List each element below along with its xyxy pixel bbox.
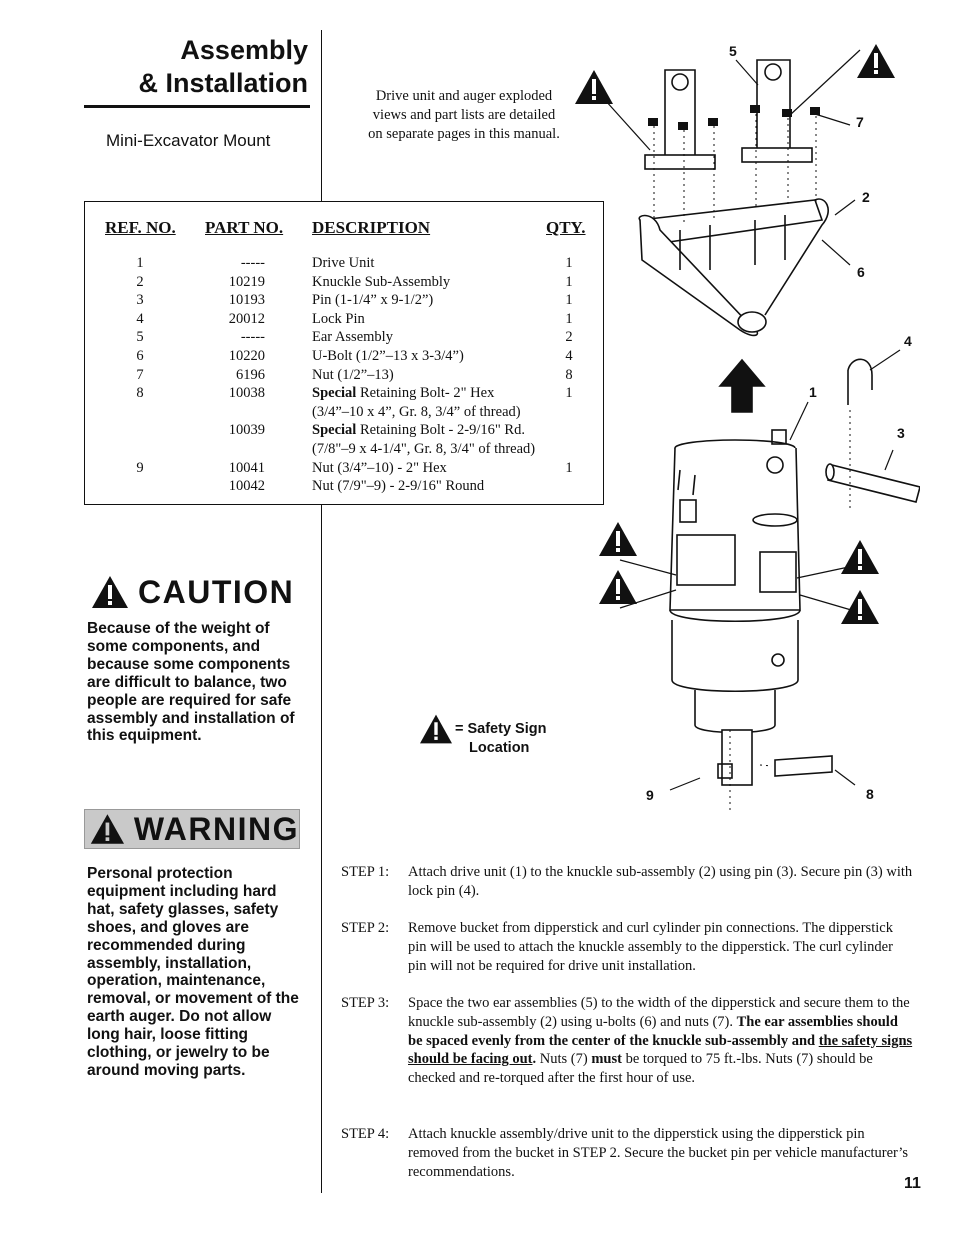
description-cell xyxy=(312,477,484,496)
ref-no-cell: 4 xyxy=(136,310,144,327)
step-text-run: Attach knuckle assembly/drive unit to the dipperstick using the dipperstick pin removed from the bucket in STEP 2. Secure the bucket pin per vehicle manufacturer’s recommendations. xyxy=(408,1126,909,1180)
safety-sign-icon xyxy=(599,522,637,556)
step-text xyxy=(408,1125,913,1181)
step-text-run: be torqued to 75 ft.-lbs. Nuts (7) should be checked and re-torqued after the first hour of use. xyxy=(408,1051,873,1087)
description-text: (7/8"–9 x 4-1/4", Gr. 8, 3/4" of thread) xyxy=(312,441,536,457)
description-cell xyxy=(312,328,393,347)
title-rule xyxy=(84,105,310,108)
description-cell xyxy=(312,440,535,459)
part-no-cell: ----- xyxy=(240,329,265,346)
caution-triangle-icon xyxy=(90,574,130,610)
description-emphasis: Special xyxy=(312,385,357,402)
step-text-run: Attach drive unit (1) to the knuckle sub-assembly (2) using pin (3). Secure pin (3) with lock pin (4). xyxy=(408,864,913,899)
description-text: U-Bolt (1/2”–13 x 3-3/4”) xyxy=(312,348,464,364)
description-cell xyxy=(312,291,433,310)
callout-9: 9 xyxy=(646,787,654,803)
parts-table xyxy=(84,201,604,505)
callout-4: 4 xyxy=(904,333,912,349)
description-cell xyxy=(312,403,521,422)
ref-no-cell: 1 xyxy=(136,255,144,271)
page-title xyxy=(80,34,308,100)
qty-cell: 1 xyxy=(565,292,573,309)
knuckle-subassembly xyxy=(639,199,828,335)
part-no-cell: 10042 xyxy=(228,478,265,495)
bolt-8 xyxy=(775,756,832,776)
callout-3: 3 xyxy=(897,425,905,441)
description-cell xyxy=(312,347,464,366)
part-no-cell: 10220 xyxy=(228,348,265,364)
description-cell xyxy=(312,273,450,292)
step-text xyxy=(408,994,913,1088)
ref-no-cell: 9 xyxy=(136,459,144,476)
caution-text: Because of the weight of some components, and because some components are difficult to balance, two people are required for safe assembly and installation of this equipment. xyxy=(87,620,295,745)
description-text: Drive Unit xyxy=(312,255,375,271)
step-text-run: Space the two ear assemblies (5) to the width of the dipperstick and secure them to the knuckle sub-assembly (2) using u-bolts (6) and nuts (7). xyxy=(408,995,910,1030)
step-text-run: The ear assemblies should be spaced evenly from the center of the knuckle sub-assembly and xyxy=(408,1013,898,1049)
legend-line2: Location xyxy=(469,740,530,756)
qty-cell: 1 xyxy=(565,459,573,476)
qty-cell: 1 xyxy=(565,385,573,402)
callout-6: 6 xyxy=(857,264,865,280)
part-no-cell: ----- xyxy=(240,255,265,271)
page-title-line2: & Installation xyxy=(138,68,308,98)
safety-sign-icon xyxy=(857,44,895,78)
step-3 xyxy=(341,994,913,1088)
step-text-run: Nuts (7) xyxy=(536,1051,592,1068)
legend-line1: = Safety Sign xyxy=(455,721,547,737)
description-cell xyxy=(312,384,494,403)
part-no-cell: 10039 xyxy=(228,422,265,439)
step-text xyxy=(408,863,913,901)
step-text-run: must xyxy=(591,1051,622,1068)
header-description: DESCRIPTION xyxy=(312,218,431,237)
ref-no-cell: 6 xyxy=(136,348,144,364)
description-cell xyxy=(312,254,374,273)
pin-3 xyxy=(826,464,920,502)
description-text: Nut (3/4”–10) - 2" Hex xyxy=(312,459,447,476)
caution-sign xyxy=(86,572,300,612)
install-direction-icon xyxy=(720,360,764,412)
description-text: Retaining Bolt - 2-9/16" Rd. xyxy=(356,422,525,439)
auger-mount-diagram xyxy=(560,30,920,810)
description-text: Ear Assembly xyxy=(312,329,393,346)
ref-no-cell: 3 xyxy=(136,292,144,309)
description-cell xyxy=(312,421,525,440)
step-label: STEP 3: xyxy=(341,995,390,1011)
safety-sign-icon xyxy=(841,590,879,624)
header-qty: QTY. xyxy=(546,218,586,237)
drive-unit xyxy=(670,430,800,785)
page-number: 11 xyxy=(904,1175,921,1192)
part-no-cell: 6196 xyxy=(236,366,265,383)
step-label: STEP 2: xyxy=(341,920,390,936)
step-text-run: Remove bucket from dipperstick and curl cylinder pin connections. The dipperstick pin will be used to attach the knuckle assembly to the dipperstick. The curl cylinder pin will not be required for drive unit installation. xyxy=(408,920,893,974)
part-no-cell: 10193 xyxy=(228,292,265,309)
callout-2: 2 xyxy=(862,189,870,205)
callout-7: 7 xyxy=(856,114,864,130)
safety-sign-icon xyxy=(599,570,637,604)
step-4 xyxy=(341,1125,913,1181)
callout-1: 1 xyxy=(809,384,817,400)
drive-unit-note: Drive unit and auger exploded views and part lists are detailed on separate pages in this manual. xyxy=(368,88,560,142)
part-no-cell: 20012 xyxy=(228,310,265,327)
step-label: STEP 1: xyxy=(341,864,390,880)
ref-no-cell: 2 xyxy=(136,273,144,290)
description-text: Pin (1-1/4” x 9-1/2”) xyxy=(312,292,434,309)
header-ref-no: REF. NO. xyxy=(105,218,176,237)
part-no-cell: 10038 xyxy=(228,385,265,402)
description-text: (3/4”–10 x 4”, Gr. 8, 3/4” of thread) xyxy=(312,403,521,420)
safety-sign-legend-icon xyxy=(418,713,454,745)
caution-word: CAUTION xyxy=(138,573,295,610)
step-text xyxy=(408,919,913,975)
lock-pin-4 xyxy=(848,359,872,390)
description-text: Retaining Bolt- 2" Hex xyxy=(356,385,495,402)
ref-no-cell: 8 xyxy=(136,385,144,402)
description-text: Nut (7/9"–9) - 2-9/16" Round xyxy=(312,478,485,495)
description-cell xyxy=(312,310,365,329)
warning-text: Personal protection equipment including hard hat, safety glasses, safety shoes, and gloves are recommended during assembly, installation, operation, maintenance, removal, or movement of the earth auger. Do not allow long hair, loose fitting clothing, or jewelry to be around moving parts. xyxy=(87,865,299,1079)
safety-sign-icon xyxy=(841,540,879,574)
safety-sign-icon xyxy=(575,70,613,104)
page-title-line1: Assembly xyxy=(180,35,308,65)
description-text: Nut (1/2”–13) xyxy=(312,366,394,383)
warning-sign xyxy=(84,809,300,849)
step-1 xyxy=(341,863,913,901)
qty-cell: 1 xyxy=(565,310,573,327)
step-text-run: the safety signs should be facing out xyxy=(408,1032,913,1068)
description-cell xyxy=(312,366,394,385)
step-2 xyxy=(341,919,913,975)
ref-no-cell: 5 xyxy=(136,329,144,346)
step-label: STEP 4: xyxy=(341,1126,390,1142)
description-cell xyxy=(312,459,447,478)
qty-cell: 1 xyxy=(565,273,573,290)
qty-cell: 4 xyxy=(565,348,573,364)
description-text: Knuckle Sub-Assembly xyxy=(312,273,451,290)
part-no-cell: 10041 xyxy=(228,459,265,476)
description-emphasis: Special xyxy=(312,422,357,439)
ref-no-cell: 7 xyxy=(136,366,144,383)
qty-cell: 2 xyxy=(565,329,573,346)
qty-cell: 8 xyxy=(565,366,573,383)
warning-word: WARNING xyxy=(133,810,299,847)
description-text: Lock Pin xyxy=(312,310,365,327)
header-part-no: PART NO. xyxy=(205,218,284,237)
callout-8: 8 xyxy=(866,786,874,802)
safety-sign-legend xyxy=(455,720,546,758)
part-no-cell: 10219 xyxy=(228,273,265,290)
warning-triangle-icon xyxy=(89,811,126,847)
step-text-run: . xyxy=(532,1051,537,1068)
callout-5: 5 xyxy=(729,43,737,59)
page-subtitle: Mini-Excavator Mount xyxy=(106,131,271,150)
qty-cell: 1 xyxy=(565,255,573,271)
